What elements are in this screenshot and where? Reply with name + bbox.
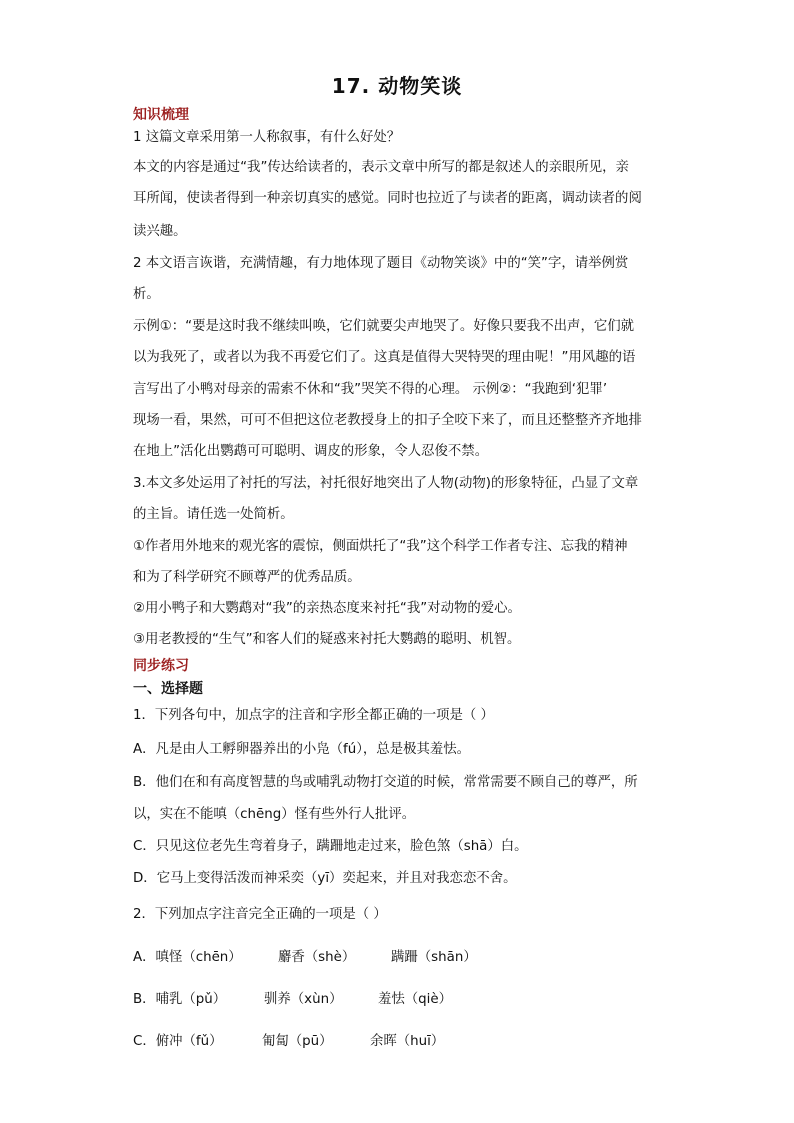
option-a-item: 麝香（shè） bbox=[278, 950, 356, 965]
knowledge-line: 以为我死了，或者以为我不再爱它们了。这真是值得大哭特哭的理由呢！”用风趣的语 bbox=[133, 350, 636, 365]
document-title: 17. 动物笑谈 bbox=[331, 74, 463, 98]
knowledge-line: 现场一看，果然，可可不但把这位老教授身上的扣子全咬下来了，而且还整整齐齐地排 bbox=[133, 413, 642, 428]
knowledge-line: 示例①：“要是这时我不继续叫唤，它们就要尖声地哭了。好像只要我不出声，它们就 bbox=[133, 319, 635, 334]
knowledge-line: ①作者用外地来的观光客的震惊，侧面烘托了“我”这个科学工作者专注、忘我的精神 bbox=[133, 539, 628, 554]
section-heading-practice: 同步练习 bbox=[133, 658, 189, 674]
knowledge-line: 3.本文多处运用了衬托的写法，衬托很好地突出了人物(动物)的形象特征，凸显了文章 bbox=[133, 476, 639, 491]
option-b-continued: 以，实在不能嗔（chēng）怪有些外行人批评。 bbox=[133, 807, 416, 822]
option-c-item: C．俯冲（fǔ） bbox=[133, 1034, 223, 1049]
knowledge-line: 和为了科学研究不顾尊严的优秀品质。 bbox=[133, 570, 361, 585]
knowledge-line: 耳所闻，使读者得到一种亲切真实的感觉。同时也拉近了与读者的距离，调动读者的阅 bbox=[133, 191, 642, 206]
option-c-item: 匍匐（pū） bbox=[262, 1034, 333, 1049]
knowledge-line: 在地上”活化出鹦鹉可可聪明、调皮的形象，令人忍俊不禁。 bbox=[133, 444, 489, 459]
knowledge-line: 的主旨。请任选一处简析。 bbox=[133, 507, 294, 522]
option-b-item: 驯养（xùn） bbox=[264, 992, 343, 1007]
option-b: B．他们在和有高度智慧的鸟或哺乳动物打交道的时候，常常需要不顾自己的尊严，所 bbox=[133, 775, 638, 790]
knowledge-line: 2 本文语言诙谐，充满情趣，有力地体现了题目《动物笑谈》中的“笑”字，请举例赏 bbox=[133, 256, 629, 271]
knowledge-line: 析。 bbox=[133, 287, 160, 302]
knowledge-line: 言写出了小鸭对母亲的需索不休和“我”哭笑不得的心理。 示例②：“我跑到‘犯罪’ bbox=[133, 382, 608, 397]
part-heading: 一、选择题 bbox=[133, 681, 203, 697]
option-a: A．凡是由人工孵卵器养出的小凫（fú），总是极其羞怯。 bbox=[133, 742, 471, 757]
knowledge-line: ②用小鸭子和大鹦鹉对“我”的亲热态度来衬托“我”对动物的爱心。 bbox=[133, 601, 521, 616]
option-c: C．只见这位老先生弯着身子，蹒跚地走过来，脸色煞（shā）白。 bbox=[133, 839, 528, 854]
knowledge-line: 读兴趣。 bbox=[133, 224, 187, 239]
knowledge-line: 1 这篇文章采用第一人称叙事，有什么好处？ bbox=[133, 130, 401, 145]
option-b-item: 羞怯（qiè） bbox=[378, 992, 453, 1007]
option-d: D．它马上变得活泼而神采奕（yī）奕起来，并且对我恋恋不舍。 bbox=[133, 871, 517, 886]
option-c-item: 余晖（huī） bbox=[370, 1034, 445, 1049]
option-a-item: A．嗔怪（chēn） bbox=[133, 950, 242, 965]
option-b-item: B．哺乳（pǔ） bbox=[133, 992, 227, 1007]
section-heading-knowledge: 知识梳理 bbox=[133, 107, 189, 123]
knowledge-line: ③用老教授的“生气”和客人们的疑惑来衬托大鹦鹉的聪明、机智。 bbox=[133, 632, 521, 647]
knowledge-line: 本文的内容是通过“我”传达给读者的，表示文章中所写的都是叙述人的亲眼所见，亲 bbox=[133, 160, 629, 175]
option-a-item: 蹒跚（shān） bbox=[391, 950, 477, 965]
question-stem: 1．下列各句中，加点字的注音和字形全都正确的一项是（ ） bbox=[133, 708, 494, 723]
question-stem: 2．下列加点字注音完全正确的一项是（ ） bbox=[133, 907, 387, 922]
